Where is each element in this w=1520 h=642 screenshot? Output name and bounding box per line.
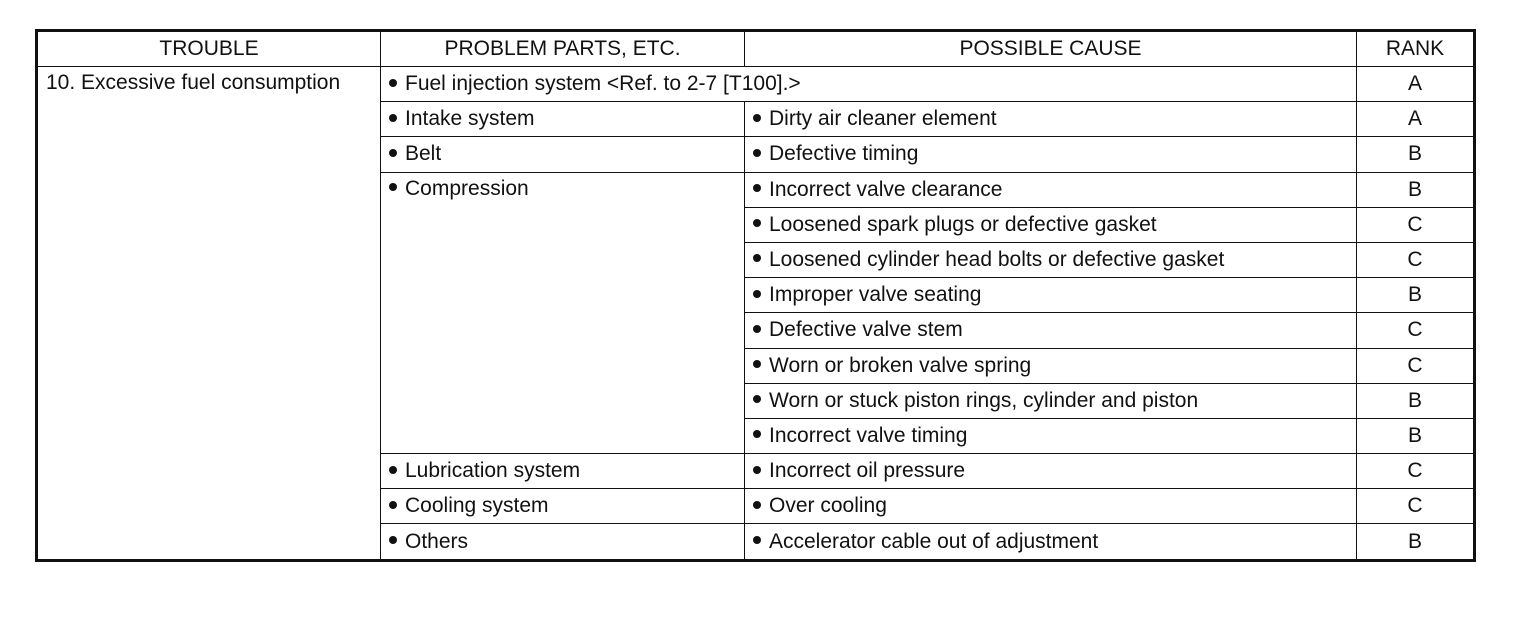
possible-cause-label: Over cooling xyxy=(769,494,887,518)
problem-part-label: Intake system xyxy=(405,107,535,131)
problem-part-label: Others xyxy=(405,529,469,553)
header-rank: RANK xyxy=(1357,31,1475,67)
rank-cell: A xyxy=(1357,102,1475,137)
rank-cell: B xyxy=(1357,418,1475,453)
problem-part-label: Belt xyxy=(405,142,442,166)
bullet-icon xyxy=(753,290,761,298)
problem-part-cell xyxy=(381,137,745,172)
rank-cell: C xyxy=(1357,348,1475,383)
problem-part-label: Lubrication system xyxy=(405,459,581,483)
possible-cause-cell xyxy=(745,313,1357,348)
problem-part-label: Fuel injection system <Ref. to 2-7 [T100].> xyxy=(405,72,801,96)
bullet-icon xyxy=(753,114,761,122)
bullet-icon xyxy=(753,149,761,157)
rank-cell: A xyxy=(1357,67,1475,102)
possible-cause-cell xyxy=(745,524,1357,560)
possible-cause-label: Defective timing xyxy=(769,142,919,166)
rank-cell: B xyxy=(1357,383,1475,418)
bullet-icon xyxy=(389,183,397,191)
bullet-icon xyxy=(389,114,397,122)
bullet-icon xyxy=(753,219,761,227)
possible-cause-label: Dirty air cleaner element xyxy=(769,107,997,131)
bullet-icon xyxy=(753,254,761,262)
rank-cell: C xyxy=(1357,489,1475,524)
possible-cause-label: Worn or stuck piston rings, cylinder and piston xyxy=(769,388,1199,412)
possible-cause-cell xyxy=(745,418,1357,453)
bullet-icon xyxy=(753,501,761,509)
bullet-icon xyxy=(753,430,761,438)
possible-cause-label: Incorrect valve clearance xyxy=(769,177,1003,201)
possible-cause-cell xyxy=(745,489,1357,524)
bullet-icon xyxy=(753,184,761,192)
bullet-icon xyxy=(753,395,761,403)
bullet-icon xyxy=(389,501,397,509)
rank-cell: B xyxy=(1357,524,1475,560)
troubleshooting-table xyxy=(35,29,1476,562)
possible-cause-label: Defective valve stem xyxy=(769,318,963,342)
trouble-cell: 10. Excessive fuel consumption xyxy=(37,67,381,561)
possible-cause-cell xyxy=(745,102,1357,137)
possible-cause-label: Loosened cylinder head bolts or defective gasket xyxy=(769,248,1225,272)
header-row xyxy=(37,31,1475,67)
possible-cause-cell xyxy=(745,348,1357,383)
problem-part-cell xyxy=(381,102,745,137)
possible-cause-label: Loosened spark plugs or defective gasket xyxy=(769,212,1157,236)
problem-part-cell xyxy=(381,524,745,560)
rank-cell: C xyxy=(1357,313,1475,348)
possible-cause-cell xyxy=(745,207,1357,242)
possible-cause-label: Incorrect oil pressure xyxy=(769,459,966,483)
possible-cause-label: Incorrect valve timing xyxy=(769,423,968,447)
header-problem-parts: PROBLEM PARTS, ETC. xyxy=(381,31,745,67)
possible-cause-cell xyxy=(745,172,1357,207)
table-row xyxy=(37,67,1475,102)
possible-cause-cell xyxy=(745,242,1357,277)
possible-cause-cell xyxy=(745,278,1357,313)
possible-cause-label: Worn or broken valve spring xyxy=(769,353,1032,377)
rank-cell: C xyxy=(1357,242,1475,277)
bullet-icon xyxy=(389,466,397,474)
problem-part-cell xyxy=(381,172,745,454)
bullet-icon xyxy=(389,149,397,157)
bullet-icon xyxy=(389,536,397,544)
bullet-icon xyxy=(753,536,761,544)
rank-cell: B xyxy=(1357,172,1475,207)
troubleshooting-document xyxy=(35,29,1476,562)
rank-cell: B xyxy=(1357,278,1475,313)
possible-cause-cell xyxy=(745,383,1357,418)
header-trouble: TROUBLE xyxy=(37,31,381,67)
header-possible-cause: POSSIBLE CAUSE xyxy=(745,31,1357,67)
problem-part-label: Compression xyxy=(405,176,529,200)
possible-cause-label: Improper valve seating xyxy=(769,283,982,307)
bullet-icon xyxy=(753,360,761,368)
rank-cell: B xyxy=(1357,137,1475,172)
possible-cause-cell xyxy=(745,137,1357,172)
rank-cell: C xyxy=(1357,207,1475,242)
bullet-icon xyxy=(389,79,397,87)
bullet-icon xyxy=(753,466,761,474)
problem-part-cell xyxy=(381,67,1357,102)
possible-cause-cell xyxy=(745,454,1357,489)
problem-part-cell xyxy=(381,489,745,524)
bullet-icon xyxy=(753,325,761,333)
possible-cause-label: Accelerator cable out of adjustment xyxy=(769,529,1099,553)
problem-part-label: Cooling system xyxy=(405,494,549,518)
rank-cell: C xyxy=(1357,454,1475,489)
problem-part-cell xyxy=(381,454,745,489)
